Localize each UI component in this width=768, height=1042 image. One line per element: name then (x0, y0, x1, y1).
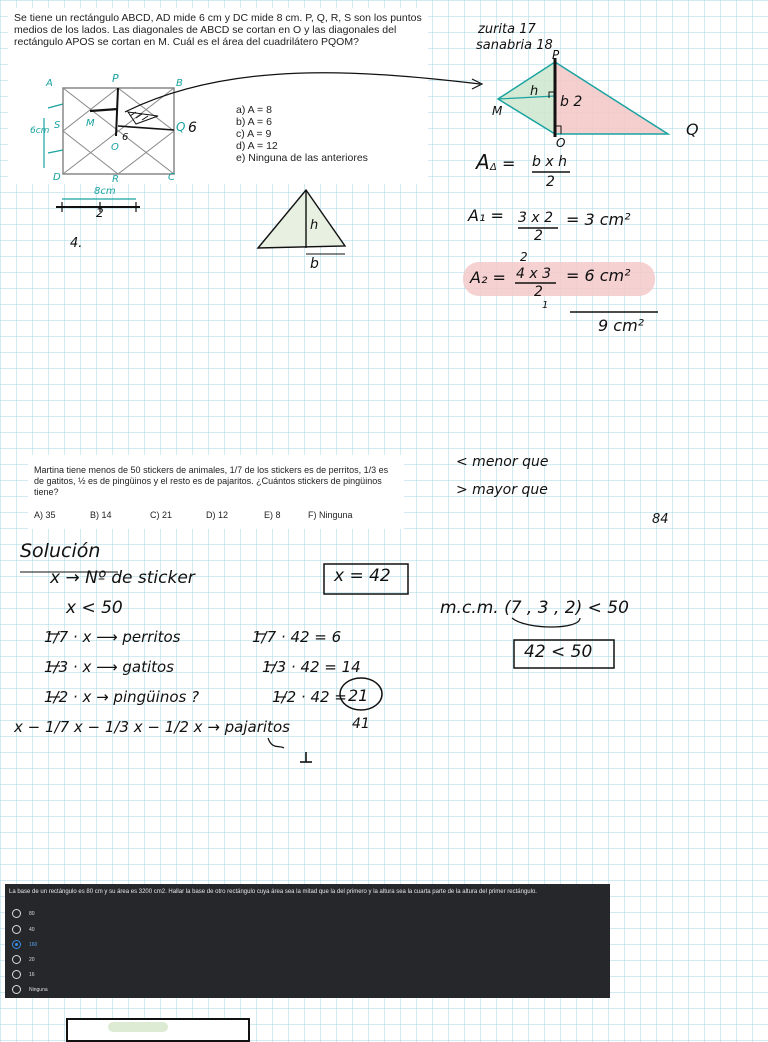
row-pinguinos-calc: 1/2 · 42 = (272, 688, 347, 706)
kite-label-o: O (556, 136, 566, 150)
label-p: P (112, 72, 119, 85)
area-formula-lhs: A (476, 150, 490, 174)
left-2: 2 (96, 206, 104, 220)
option-radio-20[interactable] (12, 955, 21, 964)
a1-num: 3 x 2 (518, 210, 553, 226)
x-less-50: x < 50 (66, 598, 123, 618)
a1-lhs: A₁ = (468, 206, 504, 225)
row-pinguinos: 1/2 · x → pingüinos ? (44, 688, 200, 706)
solucion-heading: Solución (20, 540, 101, 562)
note-mayor: > mayor que (456, 482, 548, 498)
note-84: 84 (652, 512, 669, 527)
label-q6: 6 (188, 120, 197, 136)
row-perritos-calc: 1/7 · 42 = 6 (252, 628, 342, 646)
row-pajaritos: x − 1/7 x − 1/3 x − 1/2 x → pajaritos (14, 718, 290, 736)
option-e: E) 8 (264, 510, 281, 520)
label-q: Q (176, 120, 186, 134)
problem2-panel (28, 455, 404, 529)
label-a: A (46, 78, 53, 89)
label-o: O (111, 142, 119, 153)
note-zurita: zurita 17 (478, 22, 536, 37)
mcm-box: 42 < 50 (524, 642, 593, 662)
label-b: B (176, 78, 183, 89)
option-label-40: 40 (29, 927, 35, 933)
kite-label-b2: b 2 (560, 94, 583, 110)
row-pinguinos-result: 21 (348, 686, 369, 705)
problem3-question: La base de un rectángulo es 80 cm y su área es 3200 cm2. Hallar la base de otro rectángulo cuya área sea la mitad que la del primero y la altura sea la cuarta parte de la altura del primer rectángulo. (9, 889, 537, 895)
a2-one: 1 (542, 300, 549, 311)
kite-label-p: P (552, 48, 560, 62)
note-menor: < menor que (456, 454, 549, 470)
area-formula-sub: Δ (490, 162, 497, 173)
area-formula-eq: = (502, 154, 516, 173)
problem1-question: Se tiene un rectángulo ABCD, AD mide 6 cm y DC mide 8 cm. P, Q, R, S son los puntos medios de los lados. Las diagonales de ABCD se cortan en O y las diagonales del rectángulo APOS se cortan en M. Cuál es el área del cuadrilátero PQOM? (14, 12, 422, 48)
kite-label-q: Q (686, 120, 699, 139)
row-perritos: 1/7 · x ⟶ perritos (44, 628, 181, 646)
label-s: S (54, 120, 61, 131)
note-sanabria: sanabria 18 (476, 38, 553, 53)
a2-top: 2 (520, 250, 528, 264)
option-b: B) 14 (90, 510, 112, 520)
option-label-16: 16 (29, 972, 35, 978)
label-6cm: 6cm (30, 126, 50, 136)
x-boxed: x = 42 (334, 566, 391, 586)
row-pajaritos-41: 41 (352, 716, 370, 732)
a2-result: = 6 cm² (566, 266, 631, 285)
problem3-panel (5, 884, 610, 998)
a1-den: 2 (534, 228, 543, 244)
option-a: a) A = 8 (236, 104, 272, 116)
label-r: R (112, 174, 119, 185)
option-f: F) Ninguna (308, 510, 353, 520)
area-formula-den: 2 (546, 174, 555, 190)
a2-den: 2 (534, 284, 543, 300)
option-radio-16[interactable] (12, 970, 21, 979)
label-c: C (168, 172, 175, 183)
a2-num: 4 x 3 (516, 266, 551, 282)
x-definition: x → Nº de sticker (50, 568, 195, 588)
label-d: D (53, 172, 61, 183)
row-gatitos-calc: 1/3 · 42 = 14 (262, 658, 361, 676)
option-label-160: 160 (29, 942, 38, 948)
option-label-80: 80 (29, 911, 35, 917)
option-d: d) A = 12 (236, 140, 278, 152)
option-radio-40[interactable] (12, 925, 21, 934)
row-gatitos: 1/3 · x ⟶ gatitos (44, 658, 174, 676)
triangle-h: h (310, 218, 319, 233)
triangle-b: b (310, 256, 319, 272)
option-radio-ninguna[interactable] (12, 985, 21, 994)
problem2-question: Martina tiene menos de 50 stickers de animales, 1/7 de los stickers es de perritos, 1/3 es de gatitos, ½ es de pingüinos y el resto es de pajaritos. ¿Cuántos stickers de pingüinos tiene? (34, 465, 389, 497)
option-radio-80[interactable] (12, 909, 21, 918)
option-radio-160[interactable] (12, 940, 21, 949)
cropped-image-frame (66, 1018, 250, 1042)
option-d: D) 12 (206, 510, 229, 520)
option-e: e) Ninguna de las anteriores (236, 152, 368, 164)
left-8cm: 8cm (94, 186, 116, 197)
a1-result: = 3 cm² (566, 210, 631, 229)
option-c: C) 21 (150, 510, 173, 520)
option-label-ninguna: Ninguna (29, 987, 48, 993)
left-4: 4. (70, 236, 83, 251)
option-label-20: 20 (29, 957, 35, 963)
a2-lhs: A₂ = (470, 268, 506, 287)
label-m: M (86, 118, 95, 129)
mcm-line: m.c.m. (7 , 3 , 2) < 50 (440, 598, 629, 618)
kite-label-h: h (530, 84, 539, 99)
kite-label-m: M (492, 104, 503, 118)
total-area: 9 cm² (598, 316, 645, 335)
option-b: b) A = 6 (236, 116, 272, 128)
label-six-small: 6 (122, 132, 129, 143)
area-formula-num: b x h (532, 154, 567, 170)
option-c: c) A = 9 (236, 128, 272, 140)
option-a: A) 35 (34, 510, 56, 520)
